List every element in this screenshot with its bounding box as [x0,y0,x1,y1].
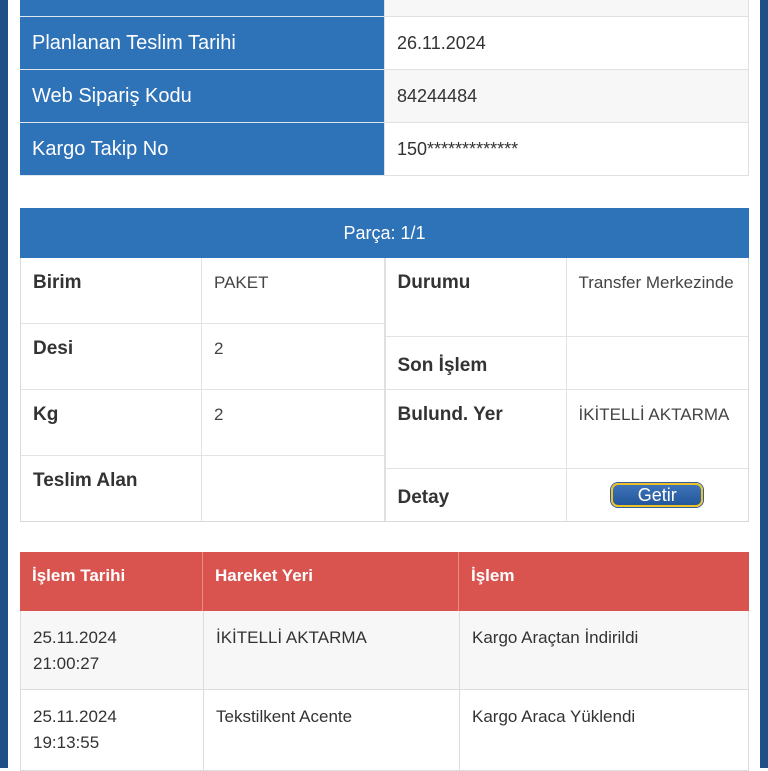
movement-date: 25.11.2024 [33,707,117,726]
info-row-tracking-no [20,123,749,176]
info-value: 26.11.2024 [384,17,749,70]
piece-row-detail [386,469,749,521]
info-label: Kargo Takip No [20,123,384,176]
info-label: Web Sipariş Kodu [20,70,384,123]
movement-time: 19:13:55 [33,733,100,752]
piece-value [201,456,384,521]
info-label [20,0,384,17]
piece-value: 2 [201,390,384,455]
piece-value: 2 [201,324,384,389]
piece-value [566,337,749,389]
piece-row-receiver [21,456,384,521]
info-value [384,0,749,17]
piece-label: Birim [33,272,82,293]
table-row [20,611,749,690]
piece-value: İKİTELLİ AKTARMA [566,390,749,468]
piece-value-button-cell [566,469,749,521]
piece-label: Bulund. Yer [397,404,503,425]
piece-value: Transfer Merkezinde [566,258,749,336]
movement-action: Kargo Araçtan İndirildi [459,611,748,689]
piece-label: Durumu [397,272,471,293]
right-frame-border [760,0,768,768]
piece-left-column [21,258,384,521]
movement-time: 21:00:27 [33,654,100,673]
info-label: Planlanan Teslim Tarihi [20,17,384,70]
piece-details [20,258,749,522]
shipment-info-table [20,0,749,176]
info-value: 84244484 [384,70,749,123]
getir-button[interactable]: Getir [611,483,703,507]
movement-place: Tekstilkent Acente [203,690,459,770]
piece-label: Son İşlem [397,355,488,376]
piece-row-last-action [386,337,749,390]
piece-label: Kg [33,404,59,425]
piece-label: Teslim Alan [33,470,138,491]
movement-datetime [21,690,203,770]
header-date: İşlem Tarihi [32,566,126,585]
left-frame-border [0,0,8,768]
movement-action: Kargo Araca Yüklendi [459,690,748,770]
piece-row-desi [21,324,384,390]
header-action: İşlem [458,552,749,611]
piece-header: Parça: 1/1 [20,208,749,258]
movements-table [20,552,749,771]
piece-row-kg [21,390,384,456]
movement-place: İKİTELLİ AKTARMA [203,611,459,689]
piece-value: PAKET [201,258,384,323]
info-row-delivery-place [20,0,749,17]
piece-label: Detay [397,487,450,508]
movement-date: 25.11.2024 [33,628,117,647]
movement-datetime [21,611,203,689]
info-row-web-order-code [20,70,749,123]
piece-row-status [386,258,749,337]
piece-label: Desi [33,338,74,359]
piece-right-column [384,258,749,521]
piece-row-unit [21,258,384,324]
table-row [20,690,749,771]
info-row-planned-date [20,17,749,70]
info-value: 150************* [384,123,749,176]
piece-section [20,208,749,522]
movements-header [20,552,749,611]
piece-row-location [386,390,749,469]
header-place: Hareket Yeri [202,552,458,611]
